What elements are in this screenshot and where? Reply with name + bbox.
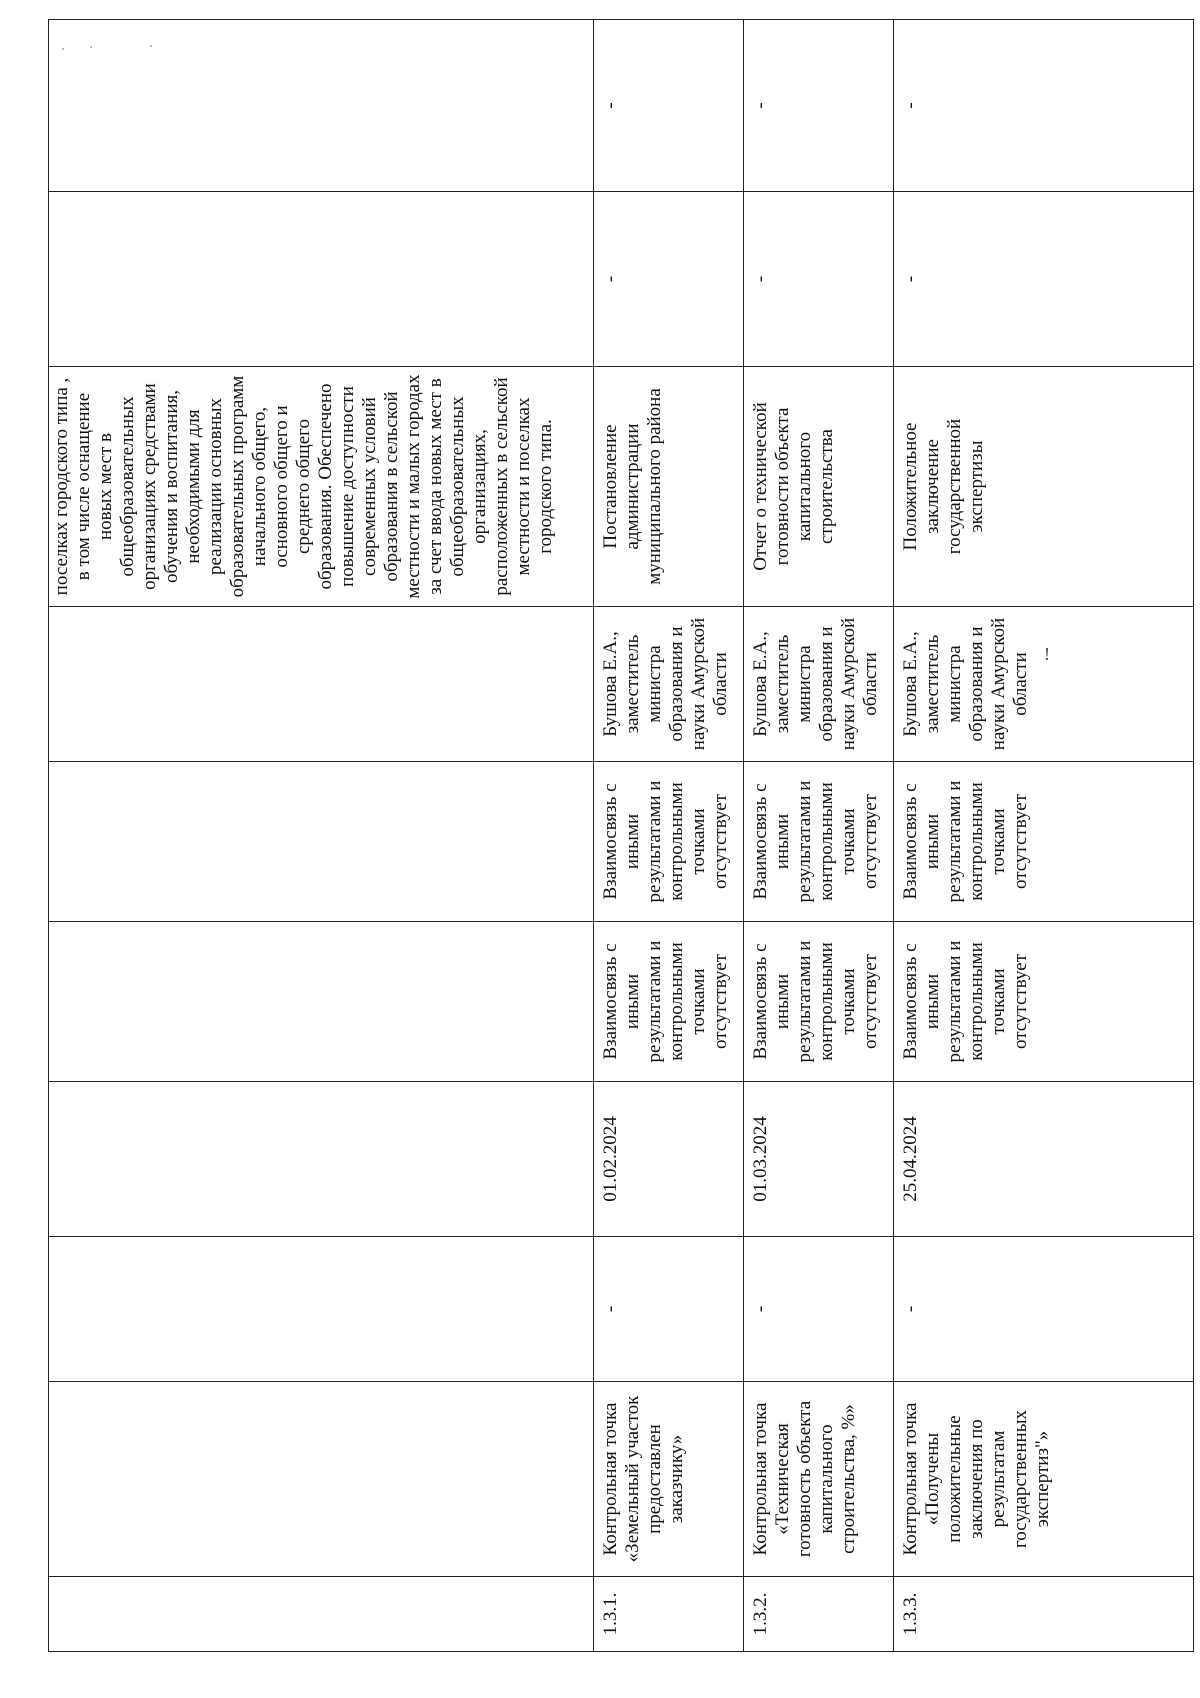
cell-empty — [49, 1382, 594, 1577]
cell-date: 01.02.2024 — [594, 1082, 744, 1237]
cell-dash: - — [594, 1237, 744, 1382]
cell-empty — [49, 607, 594, 762]
cell-dash: - — [894, 20, 1194, 192]
cell-empty — [49, 922, 594, 1082]
cell-responsible: Бушова Е.А., заместитель министра образования и науки Амурской области — [894, 607, 1194, 762]
cell-number: 1.3.1. — [594, 1577, 744, 1652]
cell-dash: - — [594, 192, 744, 367]
cell-name: Контрольная точка «Получены положительные заключения по результатам государственных экспертиз"» — [894, 1382, 1194, 1577]
cell-empty — [49, 1577, 594, 1652]
cell-dash: - — [744, 1237, 894, 1382]
page-mark: ! — [1044, 644, 1050, 664]
cell-dash: - — [594, 20, 744, 192]
cell-date: 01.03.2024 — [744, 1082, 894, 1237]
cell-link: Взаимосвязь с иными результатами и контрольными точками отсутствует — [894, 762, 1194, 922]
cell-document: Постановление администрации муниципального района — [594, 367, 744, 607]
cell-dash: - — [894, 192, 1194, 367]
cell-document: Отчет о технической готовности объекта капитального строительства — [744, 367, 894, 607]
cell-empty — [49, 192, 594, 367]
cell-empty — [49, 762, 594, 922]
cell-empty — [49, 1237, 594, 1382]
cell-name: Контрольная точка «Техническая готовность объекта капитального строительства, %» — [744, 1382, 894, 1577]
control-points-table — [48, 19, 1194, 1652]
cell-link: Взаимосвязь с иными результатами и контрольными точками отсутствует — [594, 922, 744, 1082]
table-row — [744, 20, 894, 1652]
cell-result-description: поселках городского типа , в том числе оснащение новых мест в общеобразовательных организациях средствами обучения и воспитания, необходимыми для реализации основных образовательных программ начального общего, основного общего и среднего общего образования. Обеспечено повышение доступности современных условий образования в сельской местности и малых городах за счет ввода новых мест в общеобразовательных организациях, расположенных в сельской местности и поселках городского типа. — [49, 367, 594, 607]
cell-number: 1.3.2. — [744, 1577, 894, 1652]
cell-link: Взаимосвязь с иными результатами и контрольными точками отсутствует — [594, 762, 744, 922]
cell-responsible: Бушова Е.А., заместитель министра образования и науки Амурской области — [744, 607, 894, 762]
table-row — [894, 20, 1194, 1652]
cell-name: Контрольная точка «Земельный участок предоставлен заказчику» — [594, 1382, 744, 1577]
cell-document: Положительное заключение государственной экспертизы — [894, 367, 1194, 607]
cell-number: 1.3.3. — [894, 1577, 1194, 1652]
cell-link: Взаимосвязь с иными результатами и контрольными точками отсутствует — [744, 922, 894, 1082]
cell-responsible: Бушова Е.А., заместитель министра образования и науки Амурской области — [594, 607, 744, 762]
cell-dash: - — [894, 1237, 1194, 1382]
cell-empty — [49, 1082, 594, 1237]
cell-empty — [49, 20, 594, 192]
cell-date: 25.04.2024 — [894, 1082, 1194, 1237]
cell-link: Взаимосвязь с иными результатами и контрольными точками отсутствует — [744, 762, 894, 922]
table-row-description — [49, 20, 594, 1652]
cell-dash: - — [744, 20, 894, 192]
cell-link: Взаимосвязь с иными результатами и контрольными точками отсутствует — [894, 922, 1194, 1082]
table-row — [594, 20, 744, 1652]
cell-dash: - — [744, 192, 894, 367]
